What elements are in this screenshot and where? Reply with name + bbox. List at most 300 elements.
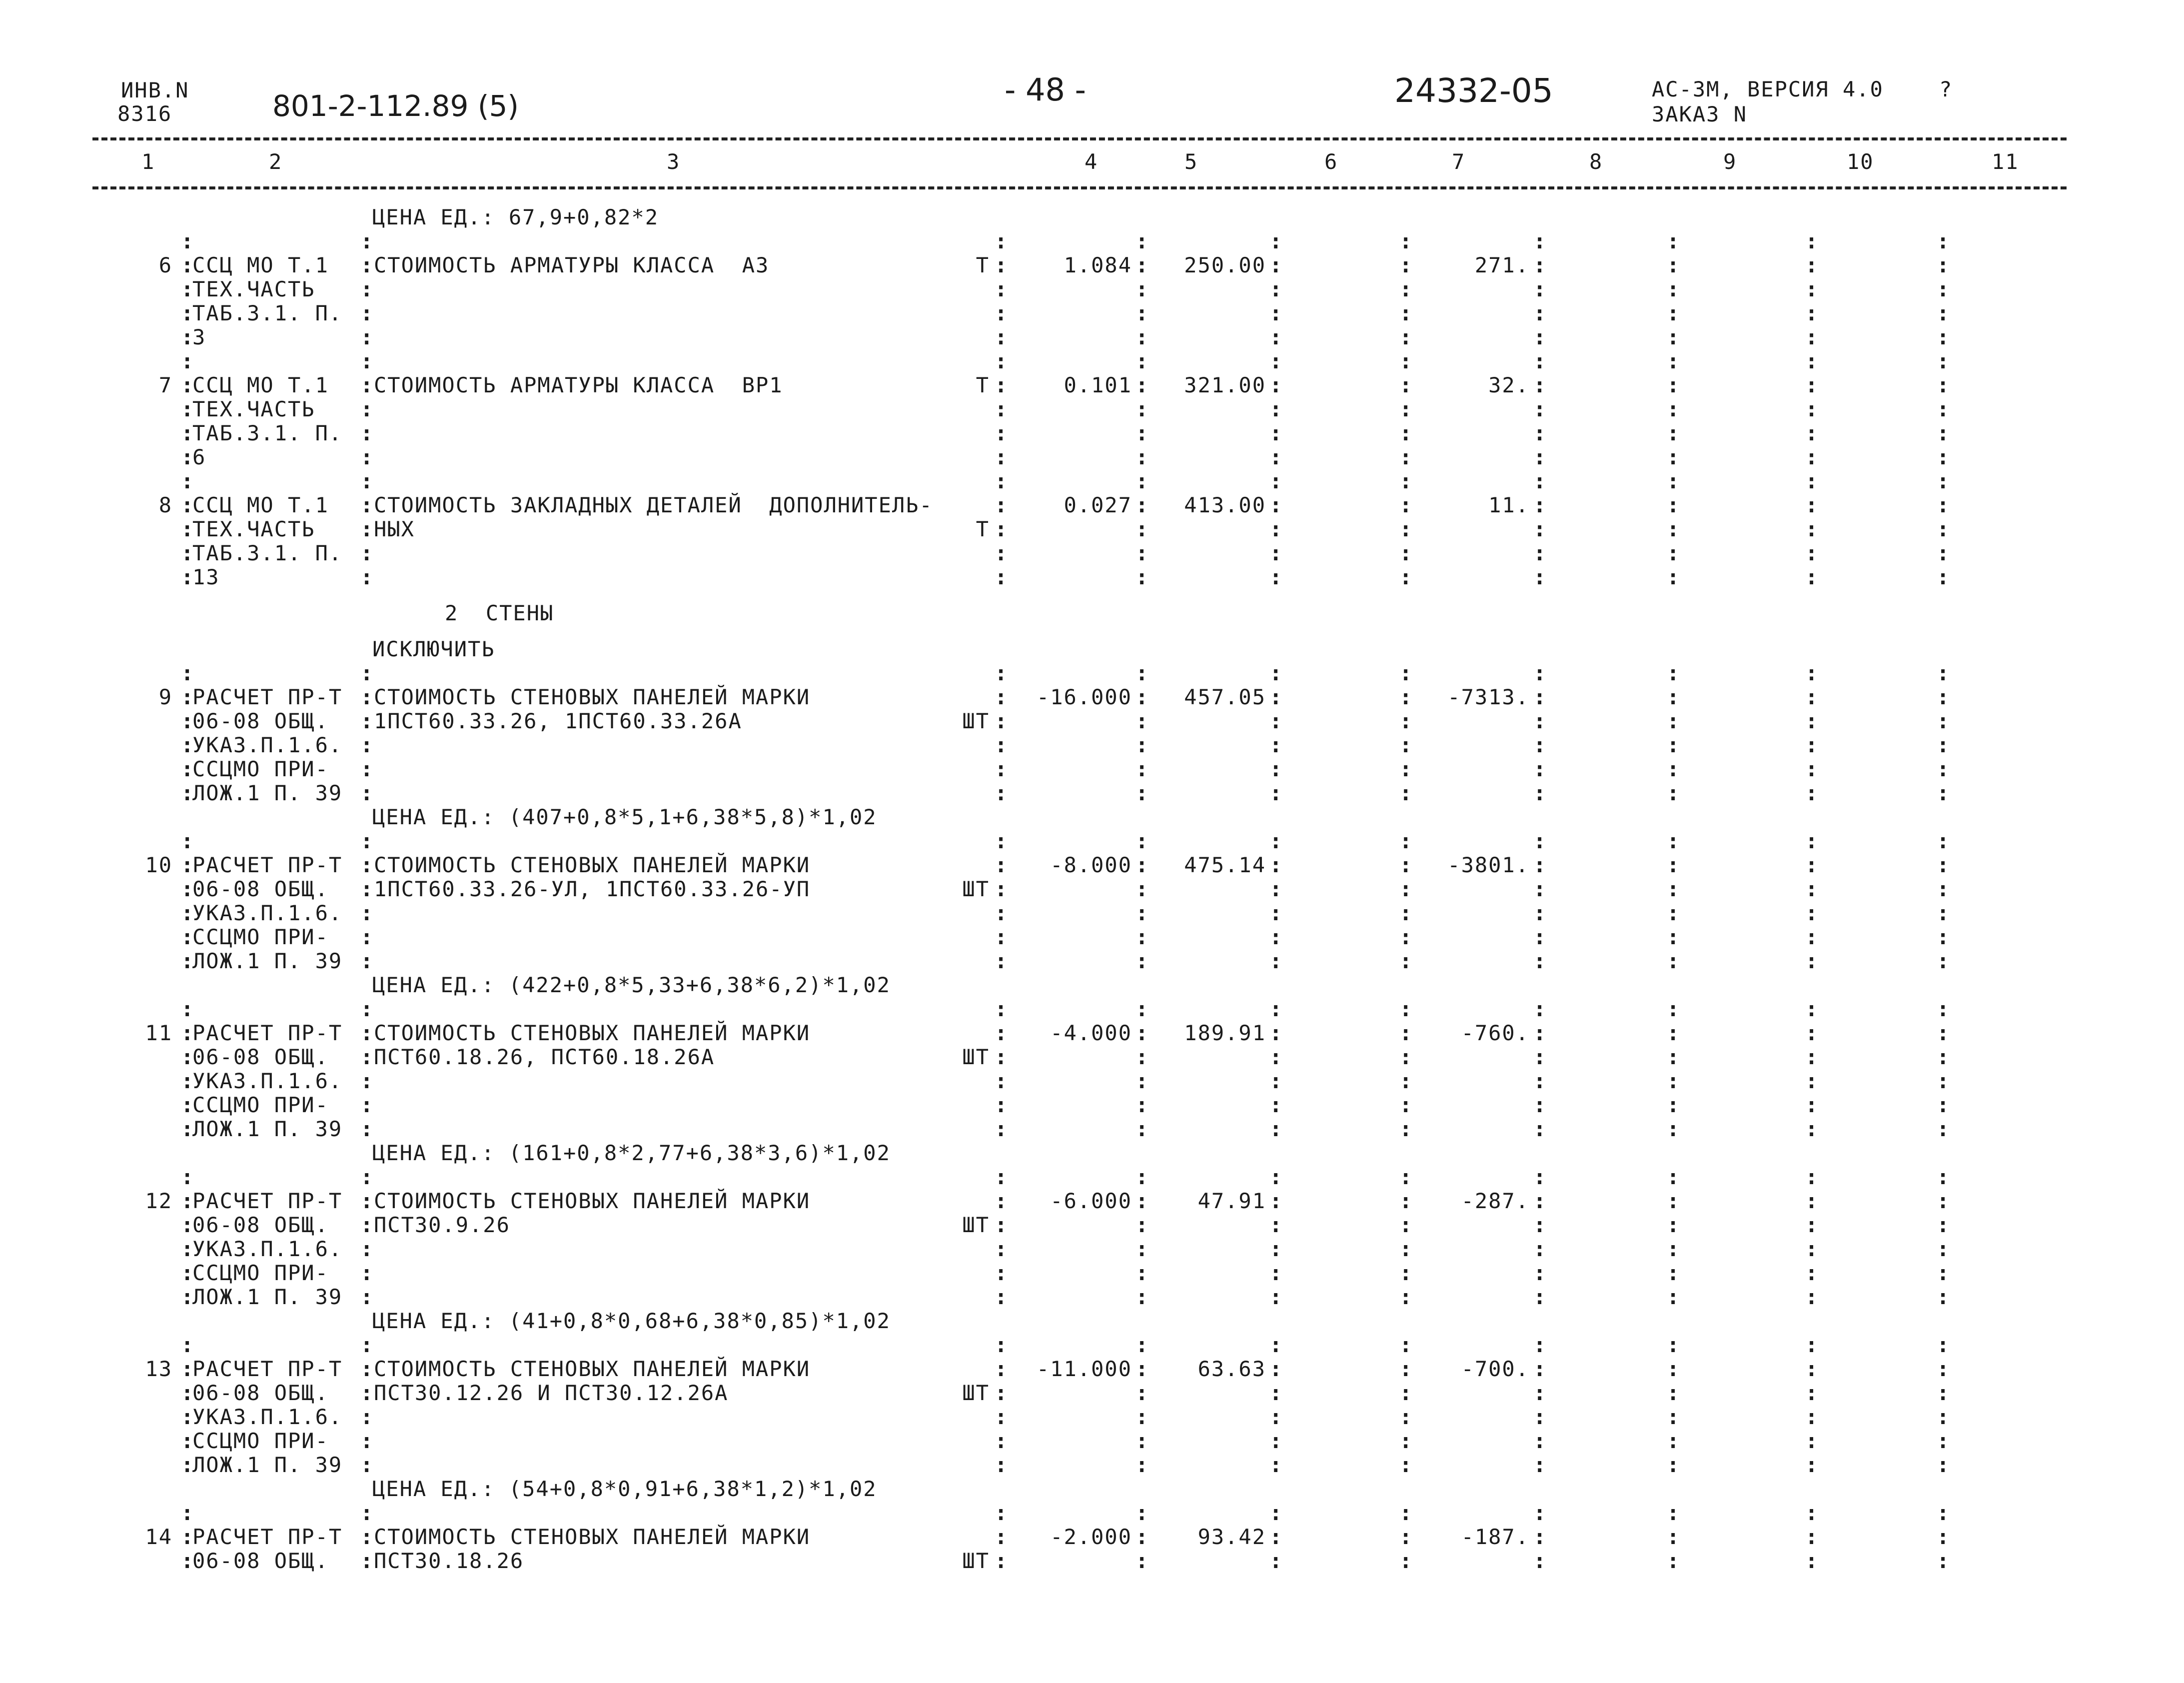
unit-of-measure: ШТ: [962, 877, 990, 901]
header-top-rule: [92, 137, 2067, 140]
column-separator: :: [360, 1501, 373, 1525]
column-separator: :: [1937, 1117, 1950, 1141]
column-separator: :: [1937, 1165, 1950, 1189]
column-separator: :: [181, 1525, 194, 1549]
column-separator: :: [360, 949, 373, 973]
column-separator: :: [1269, 1549, 1282, 1573]
column-separator: :: [360, 325, 373, 349]
column-separator: :: [1667, 949, 1680, 973]
column-separator: :: [1399, 757, 1412, 781]
column-separator: :: [181, 1213, 194, 1237]
column-separator: :: [1533, 733, 1546, 757]
column-separator: :: [1269, 421, 1282, 445]
column-separator: :: [1937, 781, 1950, 805]
column-separator: :: [1937, 1549, 1950, 1573]
column-separator: :: [181, 229, 194, 253]
column-separator: :: [181, 469, 194, 493]
column-separator: :: [1135, 469, 1148, 493]
column-separator: :: [360, 277, 373, 301]
column-separator: :: [360, 1093, 373, 1117]
column-separator: :: [360, 709, 373, 733]
column-separator: :: [1937, 1429, 1950, 1453]
quantity-value: 1.084: [1064, 253, 1132, 277]
unit-of-measure: ШТ: [962, 1549, 990, 1573]
column-separator: :: [1533, 661, 1546, 685]
page-mark: ?: [1939, 77, 1953, 101]
column-separator: :: [1269, 301, 1282, 325]
column-separator: :: [1667, 925, 1680, 949]
column-separator: :: [1135, 733, 1148, 757]
column-separator: :: [1399, 1165, 1412, 1189]
column-separator: :: [995, 469, 1008, 493]
column-separator: :: [1533, 901, 1546, 925]
column-separator: :: [995, 949, 1008, 973]
column-separator: :: [360, 1069, 373, 1093]
source-reference-line: ССЦ МО Т.1: [192, 373, 329, 397]
column-separator: :: [995, 661, 1008, 685]
column-separator: :: [360, 1213, 373, 1237]
column-separator: :: [1667, 1189, 1680, 1213]
column-separator: :: [1399, 301, 1412, 325]
column-number-4: 4: [1085, 149, 1098, 174]
column-separator: :: [360, 1453, 373, 1477]
source-reference-line: 06-08 ОБЩ.: [192, 877, 329, 901]
column-separator: :: [360, 1021, 373, 1045]
unit-of-measure: Т: [976, 373, 990, 397]
column-separator: :: [1937, 1357, 1950, 1381]
source-reference-line: ССЦМО ПРИ-: [192, 1261, 329, 1285]
column-separator: :: [1269, 277, 1282, 301]
column-separator: :: [360, 421, 373, 445]
column-separator: :: [1399, 421, 1412, 445]
column-separator: :: [1399, 397, 1412, 421]
column-separator: :: [1805, 373, 1818, 397]
column-separator: :: [1805, 685, 1818, 709]
source-reference-line: ЛОЖ.1 П. 39: [192, 1453, 343, 1477]
column-separator: :: [1667, 1261, 1680, 1285]
column-separator: :: [1135, 1165, 1148, 1189]
column-separator: :: [1269, 1213, 1282, 1237]
column-separator: :: [181, 1237, 194, 1261]
column-separator: :: [181, 1357, 194, 1381]
column-separator: :: [1533, 421, 1546, 445]
column-separator: :: [1937, 1501, 1950, 1525]
column-separator: :: [995, 1021, 1008, 1045]
column-separator: :: [1667, 901, 1680, 925]
column-separator: :: [1805, 517, 1818, 541]
total-cost-value: 271.: [1474, 253, 1529, 277]
column-separator: :: [1667, 253, 1680, 277]
column-separator: :: [1399, 733, 1412, 757]
column-separator: :: [1667, 661, 1680, 685]
column-separator: :: [1667, 373, 1680, 397]
column-separator: :: [1399, 781, 1412, 805]
description-line: ПСТ60.18.26, ПСТ60.18.26А: [374, 1045, 715, 1069]
column-separator: :: [360, 445, 373, 469]
column-separator: :: [1399, 1357, 1412, 1381]
column-separator: :: [1135, 1453, 1148, 1477]
column-separator: :: [181, 1117, 194, 1141]
column-separator: :: [1533, 373, 1546, 397]
column-separator: :: [995, 1093, 1008, 1117]
column-separator: :: [1937, 1405, 1950, 1429]
unit-price-value: 457.05: [1184, 685, 1266, 709]
column-separator: :: [1805, 1501, 1818, 1525]
column-separator: :: [1135, 1285, 1148, 1309]
column-separator: :: [1135, 349, 1148, 373]
column-separator: :: [181, 1021, 194, 1045]
source-reference-line: РАСЧЕТ ПР-Т: [192, 1189, 343, 1213]
column-separator: :: [1399, 1117, 1412, 1141]
column-separator: :: [1269, 1285, 1282, 1309]
column-separator: :: [1533, 397, 1546, 421]
column-separator: :: [360, 1549, 373, 1573]
column-separator: :: [1135, 1093, 1148, 1117]
source-reference-line: 13: [192, 565, 220, 589]
column-separator: :: [1937, 1021, 1950, 1045]
column-number-2: 2: [269, 149, 283, 174]
column-separator: :: [1135, 277, 1148, 301]
source-reference-line: ТЕХ.ЧАСТЬ: [192, 277, 315, 301]
column-separator: :: [1269, 445, 1282, 469]
source-reference-line: УКАЗ.П.1.6.: [192, 901, 343, 925]
column-separator: :: [360, 397, 373, 421]
source-reference-line: РАСЧЕТ ПР-Т: [192, 685, 343, 709]
unit-price-formula: ЦЕНА ЕД.: (54+0,8*0,91+6,38*1,2)*1,02: [372, 1477, 877, 1501]
column-separator: :: [1667, 877, 1680, 901]
column-separator: :: [360, 781, 373, 805]
column-separator: :: [1399, 1093, 1412, 1117]
column-separator: :: [181, 397, 194, 421]
column-separator: :: [1269, 1261, 1282, 1285]
column-separator: :: [1399, 469, 1412, 493]
unit-price-value: 321.00: [1184, 373, 1266, 397]
column-separator: :: [1399, 493, 1412, 517]
column-separator: :: [1399, 1045, 1412, 1069]
column-separator: :: [1667, 757, 1680, 781]
column-separator: :: [1805, 1165, 1818, 1189]
column-separator: :: [995, 325, 1008, 349]
column-separator: :: [181, 349, 194, 373]
column-separator: :: [1667, 1357, 1680, 1381]
column-separator: :: [995, 253, 1008, 277]
column-separator: :: [1135, 709, 1148, 733]
column-separator: :: [1805, 1549, 1818, 1573]
source-reference-line: РАСЧЕТ ПР-Т: [192, 1525, 343, 1549]
column-separator: :: [1805, 925, 1818, 949]
unit-price-value: 189.91: [1184, 1021, 1266, 1045]
column-separator: :: [1667, 1237, 1680, 1261]
column-separator: :: [181, 1453, 194, 1477]
source-reference-line: 3: [192, 325, 206, 349]
column-separator: :: [1533, 781, 1546, 805]
column-separator: :: [995, 493, 1008, 517]
column-separator: :: [995, 541, 1008, 565]
column-separator: :: [1533, 757, 1546, 781]
column-separator: :: [995, 1165, 1008, 1189]
row-number: 8: [158, 493, 172, 517]
column-separator: :: [360, 1189, 373, 1213]
column-separator: :: [181, 1165, 194, 1189]
column-separator: :: [1269, 853, 1282, 877]
column-separator: :: [1135, 1213, 1148, 1237]
column-separator: :: [360, 733, 373, 757]
column-separator: :: [1399, 1453, 1412, 1477]
column-number-8: 8: [1589, 149, 1603, 174]
column-separator: :: [1937, 1237, 1950, 1261]
column-separator: :: [1667, 421, 1680, 445]
source-reference-line: ЛОЖ.1 П. 39: [192, 1285, 343, 1309]
column-separator: :: [360, 1405, 373, 1429]
column-separator: :: [1269, 949, 1282, 973]
column-separator: :: [995, 925, 1008, 949]
column-separator: :: [1135, 1405, 1148, 1429]
column-separator: :: [181, 1549, 194, 1573]
column-separator: :: [1135, 1381, 1148, 1405]
column-separator: :: [1269, 1525, 1282, 1549]
column-separator: :: [1269, 469, 1282, 493]
column-separator: :: [360, 757, 373, 781]
column-separator: :: [181, 1285, 194, 1309]
column-separator: :: [181, 1261, 194, 1285]
column-separator: :: [1399, 829, 1412, 853]
column-separator: :: [1399, 877, 1412, 901]
column-separator: :: [1667, 1549, 1680, 1573]
column-separator: :: [1269, 685, 1282, 709]
column-separator: :: [1135, 1069, 1148, 1093]
row-number: 6: [158, 253, 172, 277]
column-separator: :: [1667, 829, 1680, 853]
column-separator: :: [181, 1429, 194, 1453]
source-reference-line: 06-08 ОБЩ.: [192, 709, 329, 733]
column-separator: :: [1805, 853, 1818, 877]
column-separator: :: [995, 1549, 1008, 1573]
column-separator: :: [1399, 949, 1412, 973]
source-reference-line: ССЦМО ПРИ-: [192, 757, 329, 781]
column-separator: :: [1805, 1117, 1818, 1141]
column-separator: :: [1667, 1165, 1680, 1189]
column-separator: :: [360, 997, 373, 1021]
column-separator: :: [1937, 1069, 1950, 1093]
description-line: ПСТ30.18.26: [374, 1549, 524, 1573]
description-line: СТОИМОСТЬ СТЕНОВЫХ ПАНЕЛЕЙ МАРКИ: [374, 853, 811, 877]
inventory-label: ИНВ.N: [121, 78, 189, 102]
description-line: СТОИМОСТЬ СТЕНОВЫХ ПАНЕЛЕЙ МАРКИ: [374, 1189, 811, 1213]
column-separator: :: [181, 685, 194, 709]
column-separator: :: [1937, 709, 1950, 733]
column-separator: :: [995, 1237, 1008, 1261]
column-separator: :: [1135, 757, 1148, 781]
column-separator: :: [1399, 277, 1412, 301]
column-separator: :: [1937, 565, 1950, 589]
column-separator: :: [181, 325, 194, 349]
column-separator: :: [995, 1285, 1008, 1309]
column-separator: :: [1399, 517, 1412, 541]
column-separator: :: [1805, 829, 1818, 853]
column-separator: :: [1399, 1381, 1412, 1405]
column-separator: :: [995, 997, 1008, 1021]
column-separator: :: [1667, 229, 1680, 253]
column-separator: :: [1269, 517, 1282, 541]
column-separator: :: [360, 1333, 373, 1357]
column-separator: :: [1399, 1237, 1412, 1261]
column-separator: :: [1533, 541, 1546, 565]
column-separator: :: [1269, 1237, 1282, 1261]
column-separator: :: [1533, 1501, 1546, 1525]
column-separator: :: [1805, 277, 1818, 301]
column-separator: :: [995, 277, 1008, 301]
column-separator: :: [1135, 1237, 1148, 1261]
source-reference-line: 6: [192, 445, 206, 469]
column-separator: :: [1533, 1381, 1546, 1405]
column-separator: :: [1135, 685, 1148, 709]
column-separator: :: [995, 853, 1008, 877]
column-separator: :: [1667, 709, 1680, 733]
column-separator: :: [1533, 1117, 1546, 1141]
column-number-11: 11: [1992, 149, 2019, 174]
column-separator: :: [1399, 1213, 1412, 1237]
column-separator: :: [1269, 493, 1282, 517]
order-label: ЗАКАЗ N: [1652, 102, 1748, 126]
column-separator: :: [1135, 493, 1148, 517]
column-separator: :: [1135, 565, 1148, 589]
column-separator: :: [1937, 229, 1950, 253]
column-separator: :: [1533, 709, 1546, 733]
column-separator: :: [995, 1069, 1008, 1093]
inventory-number: 8316: [117, 101, 172, 126]
column-separator: :: [1805, 1045, 1818, 1069]
column-separator: :: [181, 253, 194, 277]
column-separator: :: [995, 229, 1008, 253]
column-separator: :: [1533, 1549, 1546, 1573]
column-separator: :: [1937, 1333, 1950, 1357]
column-separator: :: [360, 349, 373, 373]
column-separator: :: [1667, 1525, 1680, 1549]
column-separator: :: [1667, 997, 1680, 1021]
column-separator: :: [181, 757, 194, 781]
unit-price-value: 250.00: [1184, 253, 1266, 277]
column-separator: :: [1269, 829, 1282, 853]
source-reference-line: ТАБ.3.1. П.: [192, 421, 343, 445]
column-separator: :: [1533, 853, 1546, 877]
column-separator: :: [1533, 517, 1546, 541]
column-separator: :: [1135, 1525, 1148, 1549]
column-separator: :: [1269, 1045, 1282, 1069]
column-separator: :: [1805, 1285, 1818, 1309]
column-separator: :: [1667, 493, 1680, 517]
column-separator: :: [1135, 1261, 1148, 1285]
column-separator: :: [995, 1453, 1008, 1477]
column-separator: :: [1135, 1333, 1148, 1357]
column-separator: :: [360, 829, 373, 853]
source-reference-line: 06-08 ОБЩ.: [192, 1213, 329, 1237]
column-separator: :: [1805, 709, 1818, 733]
column-separator: :: [1399, 445, 1412, 469]
column-separator: :: [1269, 901, 1282, 925]
column-separator: :: [1269, 1429, 1282, 1453]
column-separator: :: [1135, 1429, 1148, 1453]
column-separator: :: [181, 1381, 194, 1405]
column-separator: :: [1135, 1117, 1148, 1141]
column-separator: :: [360, 1285, 373, 1309]
column-separator: :: [1269, 1093, 1282, 1117]
column-separator: :: [1937, 493, 1950, 517]
source-reference-line: ТАБ.3.1. П.: [192, 541, 343, 565]
column-separator: :: [1667, 685, 1680, 709]
column-separator: :: [1135, 925, 1148, 949]
column-separator: :: [1269, 1165, 1282, 1189]
header-bottom-rule: [92, 186, 2067, 189]
column-separator: :: [1805, 541, 1818, 565]
column-separator: :: [360, 229, 373, 253]
column-separator: :: [181, 1501, 194, 1525]
column-separator: :: [995, 877, 1008, 901]
column-separator: :: [1135, 373, 1148, 397]
column-separator: :: [360, 517, 373, 541]
column-separator: :: [1937, 253, 1950, 277]
unit-price-formula: ЦЕНА ЕД.: (422+0,8*5,33+6,38*6,2)*1,02: [372, 973, 891, 997]
column-separator: :: [1667, 1429, 1680, 1453]
source-reference-line: УКАЗ.П.1.6.: [192, 1237, 343, 1261]
column-separator: :: [1533, 1093, 1546, 1117]
column-separator: :: [1269, 781, 1282, 805]
column-separator: :: [1667, 1021, 1680, 1045]
column-number-6: 6: [1324, 149, 1338, 174]
column-separator: :: [181, 829, 194, 853]
total-cost-value: -287.: [1461, 1189, 1529, 1213]
column-separator: :: [360, 1237, 373, 1261]
column-separator: :: [1937, 397, 1950, 421]
source-reference-line: УКАЗ.П.1.6.: [192, 733, 343, 757]
column-separator: :: [1135, 301, 1148, 325]
column-separator: :: [1135, 1501, 1148, 1525]
column-separator: :: [1269, 925, 1282, 949]
column-separator: :: [995, 1333, 1008, 1357]
column-separator: :: [1399, 1261, 1412, 1285]
column-separator: :: [1533, 1189, 1546, 1213]
column-separator: :: [1805, 445, 1818, 469]
column-separator: :: [1667, 1285, 1680, 1309]
column-separator: :: [1805, 349, 1818, 373]
column-separator: :: [1399, 1189, 1412, 1213]
column-separator: :: [1805, 949, 1818, 973]
column-separator: :: [1533, 253, 1546, 277]
column-separator: :: [1269, 1021, 1282, 1045]
column-separator: :: [181, 877, 194, 901]
column-separator: :: [181, 373, 194, 397]
column-separator: :: [1269, 1381, 1282, 1405]
column-separator: :: [1135, 853, 1148, 877]
column-separator: :: [995, 1525, 1008, 1549]
column-separator: :: [1937, 1381, 1950, 1405]
column-separator: :: [1805, 997, 1818, 1021]
column-separator: :: [1533, 1525, 1546, 1549]
unit-price-formula: ЦЕНА ЕД.: (41+0,8*0,68+6,38*0,85)*1,02: [372, 1309, 891, 1333]
column-separator: :: [1937, 469, 1950, 493]
column-separator: :: [1805, 1429, 1818, 1453]
column-separator: :: [1399, 661, 1412, 685]
column-separator: :: [1667, 541, 1680, 565]
column-separator: :: [1667, 397, 1680, 421]
total-cost-value: -187.: [1461, 1525, 1529, 1549]
column-separator: :: [1533, 493, 1546, 517]
description-line: ПСТ30.9.26: [374, 1213, 510, 1237]
column-separator: :: [995, 445, 1008, 469]
column-separator: :: [995, 1357, 1008, 1381]
column-separator: :: [1399, 253, 1412, 277]
column-separator: :: [1269, 1501, 1282, 1525]
column-separator: :: [360, 1045, 373, 1069]
